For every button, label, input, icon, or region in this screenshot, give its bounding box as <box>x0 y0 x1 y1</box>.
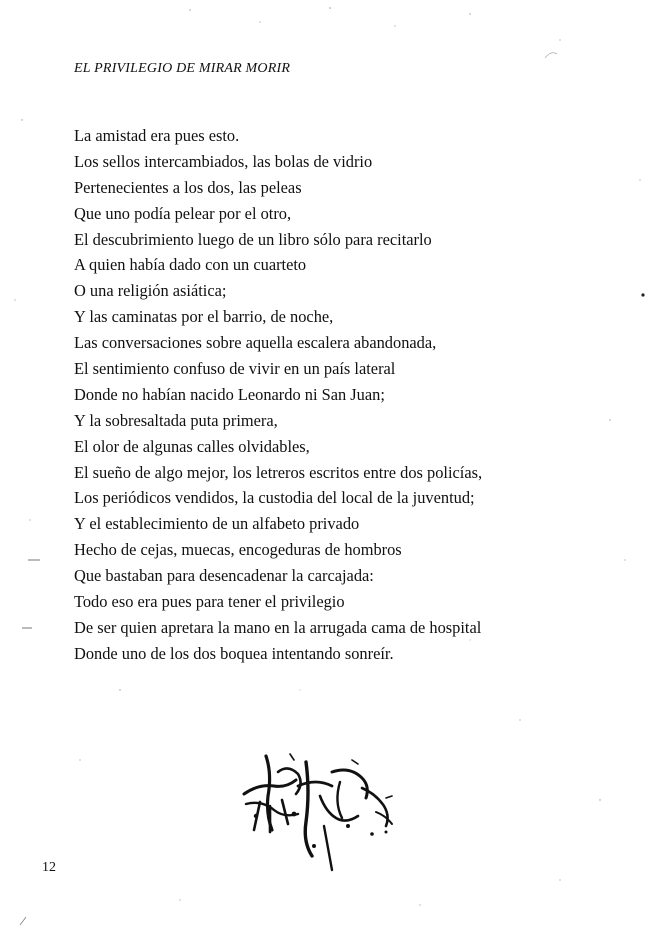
poem <box>74 123 634 667</box>
poem-line: El sueño de algo mejor, los letreros escritos entre dos policías, <box>74 462 483 482</box>
poem-line: El sentimiento confuso de vivir en un país lateral <box>74 359 396 379</box>
running-title: EL PRIVILEGIO DE MIRAR MORIR <box>74 61 291 76</box>
poem-line: Todo eso era pues para tener el privilegio <box>74 592 345 612</box>
ink-sketch-icon <box>236 742 406 874</box>
poem-line: A quien había dado con un cuarteto <box>74 255 307 275</box>
poem-line: El descubrimiento luego de un libro sólo para recitarlo <box>74 229 432 249</box>
poem-line: Y la sobresaltada puta primera, <box>74 410 278 430</box>
page-number: 12 <box>42 860 56 875</box>
poem-line: Que uno podía pelear por el otro, <box>74 203 292 223</box>
poem-line: Y las caminatas por el barrio, de noche, <box>74 307 334 327</box>
poem-line: Y el establecimiento de un alfabeto privado <box>74 514 360 534</box>
poem-line: La amistad era pues esto. <box>74 126 240 145</box>
poem-line: Pertenecientes a los dos, las peleas <box>74 177 302 197</box>
poem-line: Los periódicos vendidos, la custodia del local de la juventud; <box>74 488 475 508</box>
poem-line: Donde no habían nacido Leonardo ni San Juan; <box>74 384 385 404</box>
poem-line: De ser quien apretara la mano en la arrugada cama de hospital <box>74 617 482 637</box>
poem-line: Donde uno de los dos boquea intentando sonreír. <box>74 643 394 663</box>
poem-line: Las conversaciones sobre aquella escalera abandonada, <box>74 333 437 353</box>
poem-line: Que bastaban para desencadenar la carcajada: <box>74 566 374 586</box>
poem-line: Hecho de cejas, muecas, encogeduras de hombros <box>74 540 402 560</box>
poem-line: Los sellos intercambiados, las bolas de vidrio <box>74 151 373 171</box>
poem-line: El olor de algunas calles olvidables, <box>74 436 310 456</box>
poem-line: O una religión asiática; <box>74 281 227 301</box>
